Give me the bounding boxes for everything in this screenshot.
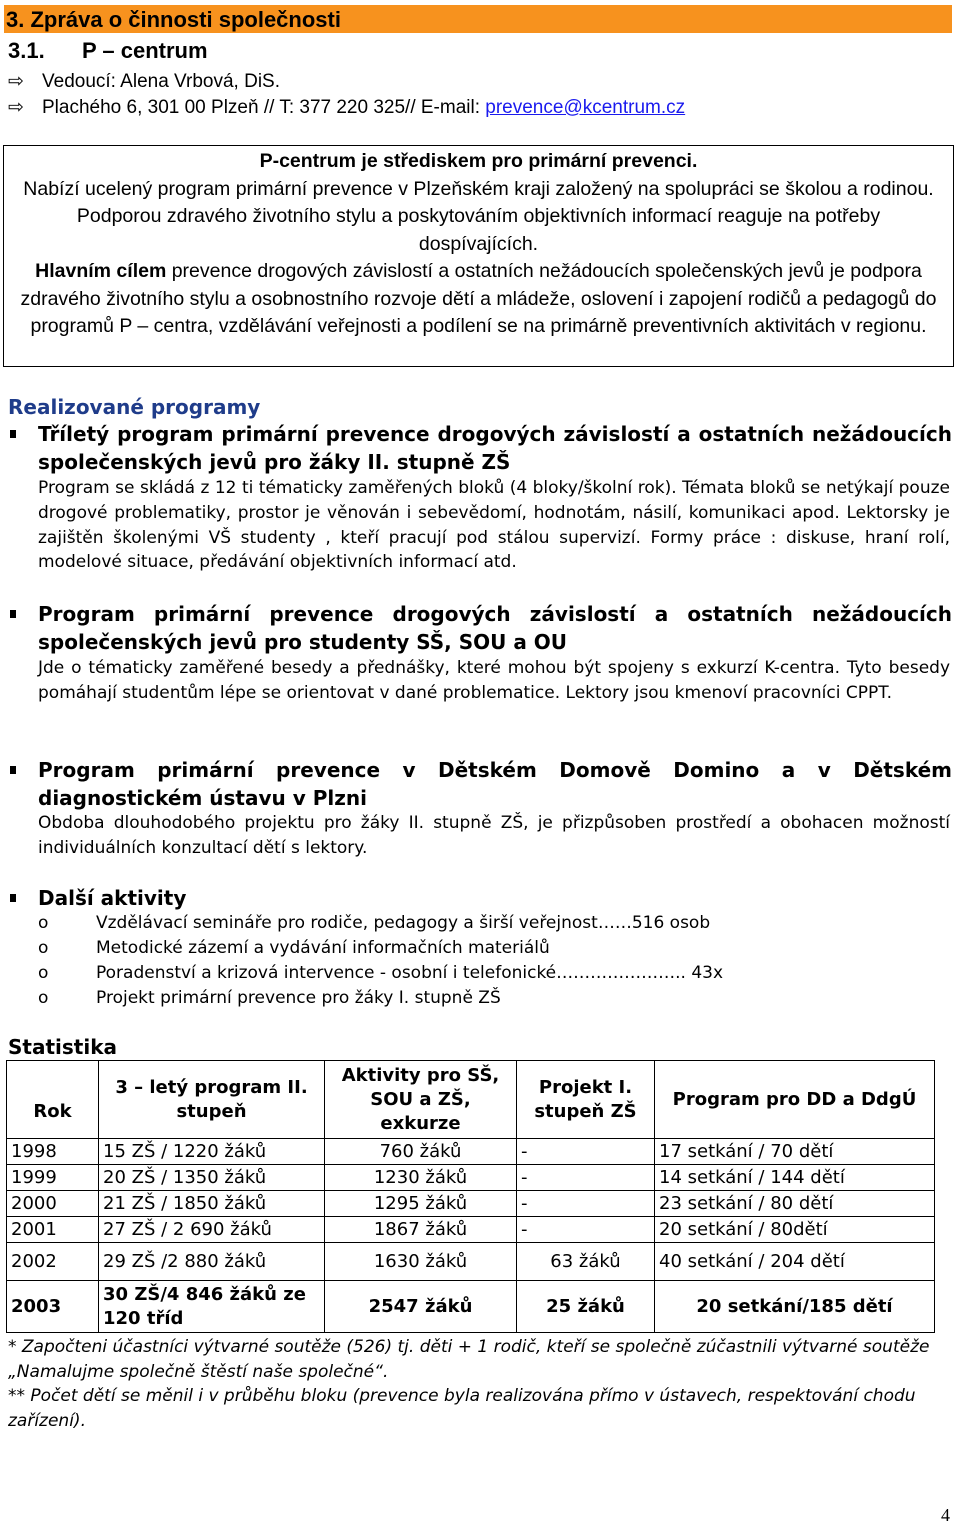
table-cell: - bbox=[517, 1139, 655, 1165]
list-marker: o bbox=[38, 963, 49, 983]
table-row bbox=[7, 1243, 935, 1281]
table-row bbox=[7, 1281, 935, 1333]
chapter-header: 3. Zpráva o činnosti společnosti bbox=[4, 5, 952, 33]
email-link[interactable]: prevence@kcentrum.cz bbox=[485, 97, 686, 118]
table-cell: 2003 bbox=[7, 1281, 99, 1333]
bullet-square-icon bbox=[10, 766, 16, 774]
arrow-icon: ⇨ bbox=[8, 71, 24, 92]
program-description: Program se skládá z 12 ti tématicky zaměřených bloků (4 bloky/školní rok). Témata bloků se netýkají pouze drogové problematiky, prostor je věnován i sebevědomí, hodnotám, násilí, komunikaci apod. Lektorsky je zajištěn školenými VŠ studenty , kteří pracují pod stálou supervizí. Formy práce : diskuse, hraní rolí, modelové situace, předávání objektivních informací atd. bbox=[38, 478, 950, 573]
table-row bbox=[7, 1139, 935, 1165]
table-cell: 1998 bbox=[7, 1139, 99, 1165]
address-text: Plachého 6, 301 00 Plzeň // T: 377 220 325// E-mail: bbox=[42, 97, 486, 118]
table-row bbox=[7, 1165, 935, 1191]
table-cell: 25 žáků bbox=[517, 1281, 655, 1333]
list-item-text: Vzdělávací semináře pro rodiče, pedagogy a širší veřejnost……516 osob bbox=[96, 913, 711, 933]
footnote: * Započteni účastníci výtvarné soutěže (526) tj. děti + 1 rodič, kteří se společně zúčastnili výtvarné soutěže „Namalujme společně štěstí naše společné“. bbox=[8, 1337, 930, 1382]
header-cell: 3 – letý program II. stupeň bbox=[99, 1061, 325, 1139]
intro-box bbox=[3, 145, 954, 367]
table-cell: 17 setkání / 70 dětí bbox=[655, 1139, 935, 1165]
table-cell: - bbox=[517, 1165, 655, 1191]
intro-heading: P-centrum je střediskem pro primární prevenci. bbox=[259, 150, 698, 172]
section-title bbox=[8, 38, 208, 64]
header-cell: Aktivity pro SŠ, SOU a ZŠ, exkurze bbox=[325, 1061, 517, 1139]
goal-label: Hlavním cílem bbox=[35, 260, 167, 282]
program-description: Jde o tématicky zaměřené besedy a přednášky, které mohou být spojeny s exkurzí K-centra. Tyto besedy pomáhají studentům lépe se orientovat v dané problematice. Lektory jsou kmenoví pracovníci CPPT. bbox=[38, 658, 950, 703]
list-item-text: Poradenství a krizová intervence - osobní i telefonické………………….. 43x bbox=[96, 963, 724, 983]
program-item bbox=[8, 884, 952, 912]
bullet-square-icon bbox=[10, 610, 16, 618]
table-cell: 23 setkání / 80 dětí bbox=[655, 1191, 935, 1217]
table-cell: 20 setkání/185 dětí bbox=[655, 1281, 935, 1333]
table-cell: 1630 žáků bbox=[325, 1243, 517, 1281]
table-cell: 1230 žáků bbox=[325, 1165, 517, 1191]
table-cell: 29 ZŠ /2 880 žáků bbox=[99, 1243, 325, 1281]
arrow-icon: ⇨ bbox=[8, 97, 24, 118]
statistics-table bbox=[6, 1060, 935, 1333]
intro-goal bbox=[4, 258, 953, 341]
table-cell: 2000 bbox=[7, 1191, 99, 1217]
program-item bbox=[8, 600, 952, 656]
table-cell: 20 ZŠ / 1350 žáků bbox=[99, 1165, 325, 1191]
table-cell: 21 ZŠ / 1850 žáků bbox=[99, 1191, 325, 1217]
list-marker: o bbox=[38, 988, 49, 1008]
bullet-square-icon bbox=[10, 894, 16, 902]
table-row bbox=[7, 1217, 935, 1243]
table-cell: 14 setkání / 144 dětí bbox=[655, 1165, 935, 1191]
program-description: Obdoba dlouhodobého projektu pro žáky II. stupně ZŠ, je přizpůsoben prostředí a obohacen možností individuálních konzultací dětí s lektory. bbox=[38, 813, 950, 858]
table-cell: 2547 žáků bbox=[325, 1281, 517, 1333]
programs-heading: Realizované programy bbox=[8, 395, 261, 419]
list-item-text: Projekt primární prevence pro žáky I. stupně ZŠ bbox=[96, 988, 501, 1008]
footnote: ** Počet dětí se měnil i v průběhu bloku (prevence byla realizována přímo v ústavech, respektování chodu zařízení). bbox=[8, 1386, 916, 1431]
list-marker: o bbox=[38, 913, 49, 933]
program-title: Další aktivity bbox=[38, 886, 187, 910]
table-cell: 2001 bbox=[7, 1217, 99, 1243]
table-cell: 1867 žáků bbox=[325, 1217, 517, 1243]
header-cell: Rok bbox=[7, 1061, 99, 1139]
table-cell: 27 ZŠ / 2 690 žáků bbox=[99, 1217, 325, 1243]
address-line bbox=[8, 96, 685, 119]
table-cell: 40 setkání / 204 dětí bbox=[655, 1243, 935, 1281]
table-cell: - bbox=[517, 1191, 655, 1217]
table-cell: 1999 bbox=[7, 1165, 99, 1191]
table-cell: 2002 bbox=[7, 1243, 99, 1281]
leader-text: Vedoucí: Alena Vrbová, DiS. bbox=[42, 71, 281, 92]
table-cell: 63 žáků bbox=[517, 1243, 655, 1281]
goal-text: prevence drogových závislostí a ostatních nežádoucích společenských jevů je podpora zdravého životního stylu a osobnostního rozvoje dětí a mládeže, oslovení i zapojení rodičů a pedagogů do programů P – centra, vzdělávání veřejnosti a podílení se na primárně preventivních aktivitách v regionu. bbox=[20, 260, 937, 337]
table-row bbox=[7, 1191, 935, 1217]
table-cell: 1295 žáků bbox=[325, 1191, 517, 1217]
header-cell: Program pro DD a DdgÚ bbox=[655, 1061, 935, 1139]
table-cell: 760 žáků bbox=[325, 1139, 517, 1165]
program-item bbox=[8, 420, 952, 476]
statistics-heading: Statistika bbox=[8, 1035, 117, 1059]
leader-line bbox=[8, 70, 280, 93]
list-marker: o bbox=[38, 938, 49, 958]
program-title: Program primární prevence drogových závislostí a ostatních nežádoucích společenských jevů pro studenty SŠ, SOU a OU bbox=[38, 602, 952, 654]
table-cell: 30 ZŠ/4 846 žáků ze 120 tříd bbox=[99, 1281, 325, 1333]
page-number: 4 bbox=[941, 1505, 950, 1525]
header-cell: Projekt I. stupeň ZŠ bbox=[517, 1061, 655, 1139]
program-title: Program primární prevence v Dětském Domově Domino a v Dětském diagnostickém ústavu v Plzni bbox=[38, 758, 952, 810]
bullet-square-icon bbox=[10, 430, 16, 438]
table-cell: - bbox=[517, 1217, 655, 1243]
program-item bbox=[8, 756, 952, 812]
list-item-text: Metodické zázemí a vydávání informačních materiálů bbox=[96, 938, 550, 958]
program-title: Tříletý program primární prevence drogových závislostí a ostatních nežádoucích společenských jevů pro žáky II. stupně ZŠ bbox=[38, 422, 952, 474]
section-name: P – centrum bbox=[82, 38, 208, 63]
intro-description: Nabízí ucelený program primární prevence v Plzeňském kraji založený na spolupráci se školou a rodinou. Podporou zdravého životního stylu a poskytováním objektivních informací reaguje na potřeby dospívajících. bbox=[23, 177, 934, 255]
table-cell: 20 setkání / 80dětí bbox=[655, 1217, 935, 1243]
table-header-row bbox=[7, 1061, 935, 1139]
section-number: 3.1. bbox=[8, 38, 45, 63]
table-cell: 15 ZŠ / 1220 žáků bbox=[99, 1139, 325, 1165]
